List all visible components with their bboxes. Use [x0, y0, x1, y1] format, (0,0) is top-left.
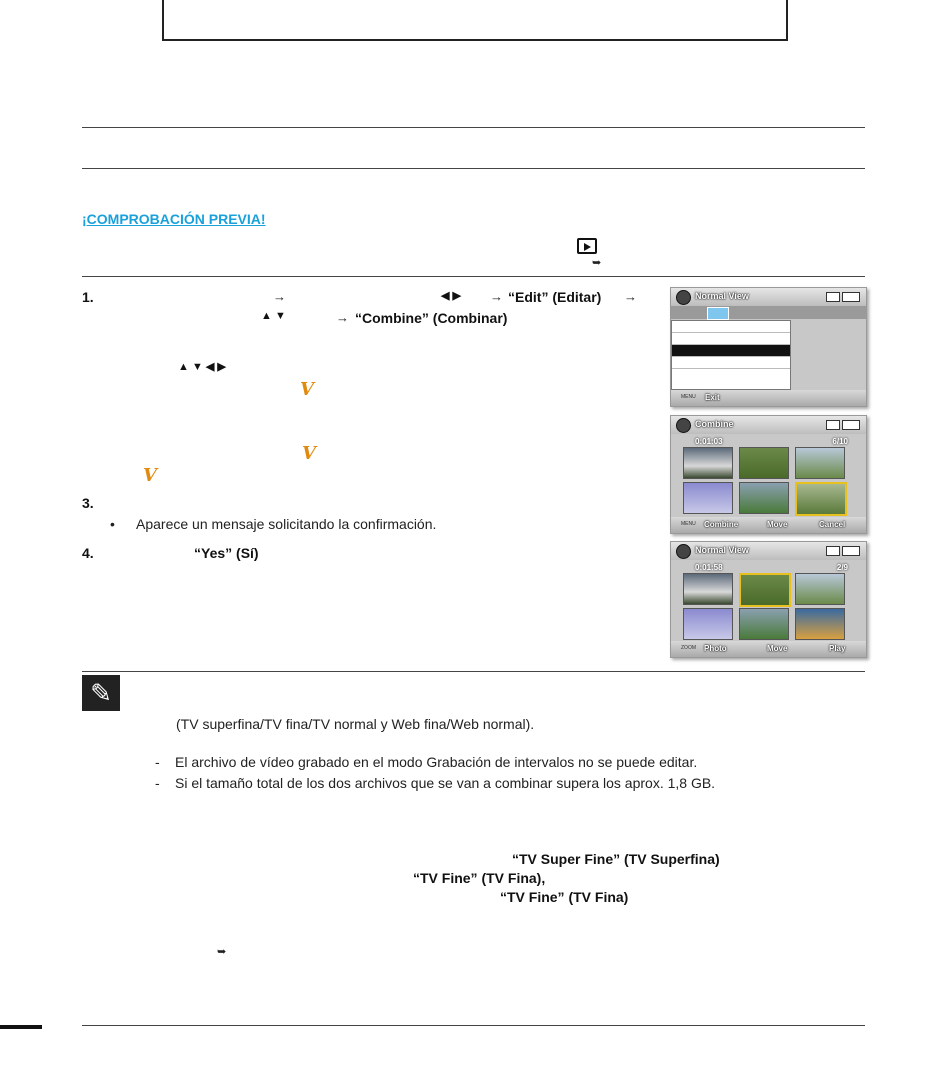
tv-fine-label: “TV Fine” (TV Fina) [500, 889, 629, 905]
thumbnail[interactable] [683, 608, 733, 640]
dash: - [155, 775, 160, 791]
thumbnail[interactable] [683, 447, 733, 479]
move-label: Move [767, 644, 788, 653]
cancel-label: Cancel [819, 520, 846, 529]
exit-label: Exit [705, 393, 720, 402]
header-box [162, 0, 788, 41]
thumbnail-selected[interactable] [795, 482, 847, 516]
battery-icon [842, 546, 860, 556]
left-right-keys: ◀ ▶ [441, 290, 461, 302]
menu-item-combine[interactable] [672, 345, 790, 357]
divider [82, 671, 865, 672]
check-mark-icon: V [302, 443, 316, 464]
step3-bullet-text: Aparece un mensaje solicitando la confirmación. [136, 516, 437, 532]
mode-icon [676, 544, 691, 559]
check-mark-icon: V [300, 379, 314, 400]
edit-tab-icon[interactable] [707, 307, 729, 320]
menu-key: MENU [681, 521, 696, 527]
screen-title: Normal View [695, 545, 749, 555]
note-line: (TV superfina/TV fina/TV normal y Web fina/Web normal). [176, 716, 535, 732]
dash: - [155, 754, 160, 770]
edit-menu-list [671, 320, 791, 390]
menu-key: MENU [681, 394, 696, 400]
arrow-icon: → [490, 289, 503, 304]
memory-card-icon [826, 292, 840, 302]
combine-label: “Combine” (Combinar) [355, 310, 508, 326]
nav-keys: ▲ ▼ ◀ ▶ [178, 361, 226, 373]
divider [82, 276, 865, 277]
thumbnail[interactable] [739, 608, 789, 640]
screen-header [671, 416, 866, 434]
divider [82, 168, 865, 169]
divider [82, 127, 865, 128]
thumbnail[interactable] [739, 482, 789, 514]
move-label: Move [767, 520, 788, 529]
arrow-icon: → [336, 310, 349, 325]
file-counter: 2/9 [836, 563, 848, 572]
small-arrow-icon: ➥ [592, 257, 602, 269]
precheck-link[interactable]: ¡COMPROBACIÓN PREVIA! [82, 211, 266, 227]
thumbnail[interactable] [683, 573, 733, 605]
zoom-key: ZOOM [681, 645, 696, 651]
note-pencil-icon: ✎ [82, 675, 120, 711]
time-counter: 0:01:58 [695, 563, 723, 572]
tv-super-fine-label: “TV Super Fine” (TV Superfina) [512, 851, 720, 867]
step1-number: 1. [82, 289, 94, 305]
thumbnail-selected[interactable] [739, 573, 791, 607]
screen-footer [671, 641, 866, 657]
thumbnail[interactable] [795, 447, 845, 479]
divider [82, 1025, 865, 1026]
combine-label: Combine [704, 520, 739, 529]
photo-label: Photo [704, 644, 727, 653]
yes-label: “Yes” (Sí) [194, 545, 259, 561]
thumbnail[interactable] [683, 482, 733, 514]
step4-number: 4. [82, 545, 94, 561]
small-arrow-icon: ➥ [217, 946, 227, 958]
bullet: • [110, 516, 115, 532]
screen-title: Combine [695, 419, 734, 429]
step3-number: 3. [82, 495, 94, 511]
screen-header [671, 288, 866, 306]
screen-title: Normal View [695, 291, 749, 301]
screen-footer [671, 517, 866, 533]
time-counter: 0:01:03 [695, 437, 723, 446]
screen-combine [670, 415, 867, 534]
file-counter: 6/10 [832, 437, 848, 446]
play-mode-icon [577, 238, 597, 254]
note-item: Si el tamaño total de los dos archivos que se van a combinar supera los aprox. 1,8 GB. [175, 775, 716, 791]
mode-icon [676, 290, 691, 305]
thumbnail[interactable] [739, 447, 789, 479]
menu-item[interactable] [672, 333, 790, 345]
tv-fine-label: “TV Fine” (TV Fina), [413, 870, 546, 886]
battery-icon [842, 292, 860, 302]
menu-item[interactable] [672, 321, 790, 333]
arrow-icon: → [273, 289, 286, 304]
screen-normal-view-thumbnails [670, 541, 867, 658]
play-label: Play [829, 644, 846, 653]
arrow-icon: → [624, 289, 637, 304]
memory-card-icon [826, 420, 840, 430]
thumbnail[interactable] [795, 608, 845, 640]
edit-label: “Edit” (Editar) [508, 289, 602, 305]
battery-icon [842, 420, 860, 430]
up-down-keys: ▲ ▼ [261, 310, 286, 322]
memory-card-icon [826, 546, 840, 556]
check-mark-icon: V [143, 465, 157, 486]
screen-footer [671, 390, 866, 406]
screen-normal-view-menu [670, 287, 867, 407]
menu-item[interactable] [672, 357, 790, 369]
mode-icon [676, 418, 691, 433]
menu-tab-bar [671, 306, 866, 319]
page-tab-marker [0, 1025, 42, 1029]
thumbnail[interactable] [795, 573, 845, 605]
screen-header [671, 542, 866, 560]
note-item: El archivo de vídeo grabado en el modo Grabación de intervalos no se puede editar. [175, 754, 698, 770]
